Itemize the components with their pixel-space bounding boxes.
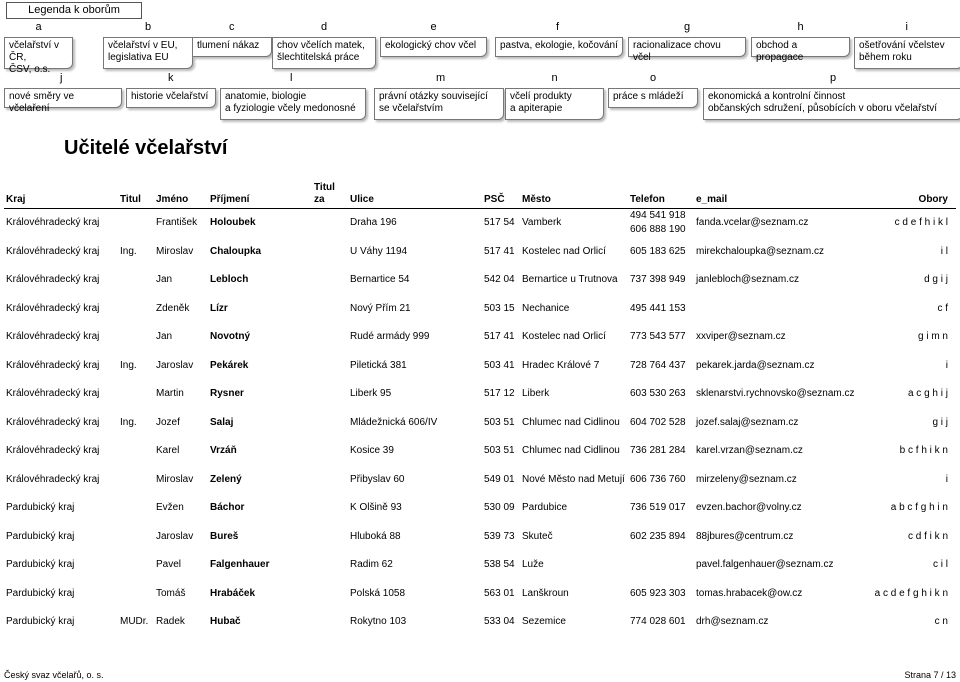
cell-titul-za <box>312 551 348 580</box>
cell-titul <box>118 295 154 324</box>
cell-jmeno: František <box>156 217 198 229</box>
legend-text: legislativa EU <box>108 52 169 63</box>
table-row <box>4 608 956 637</box>
legend-letter: k <box>168 72 174 84</box>
legend-text: pastva, ekologie, kočování <box>500 40 618 51</box>
col-telefon: Telefon <box>628 172 694 209</box>
cell-telefon: 728 764 437 <box>630 359 686 371</box>
legend-text: anatomie, biologie <box>225 91 307 102</box>
table-row <box>4 494 956 523</box>
cell-titul-za <box>312 466 348 495</box>
cell-mesto: Kostelec nad Orlicí <box>522 331 606 343</box>
legend-text: šlechtitelská práce <box>277 52 360 63</box>
legend-letter: a <box>35 21 42 33</box>
cell-obory: c d e f h i k l <box>894 217 948 229</box>
cell-email: pavel.falgenhauer@seznam.cz <box>696 559 834 571</box>
cell-mesto: Skuteč <box>522 530 553 542</box>
cell-kraj: Královéhradecký kraj <box>6 217 100 229</box>
cell-prijmeni: Bureš <box>210 530 239 542</box>
legend-text: včelí produkty <box>510 91 572 102</box>
cell-titul <box>118 380 154 409</box>
cell-ulice: Nový Přím 21 <box>350 302 411 314</box>
legend-letter: h <box>797 21 804 33</box>
cell-telefon: 495 441 153 <box>630 302 686 314</box>
legend-text: chov včelích matek, <box>277 40 365 51</box>
legend-box <box>495 37 623 57</box>
cell-jmeno: Jan <box>156 274 173 286</box>
cell-telefon: 736 519 017 <box>630 502 686 514</box>
cell-prijmeni: Holoubek <box>210 217 256 229</box>
cell-email: mirekchaloupka@seznam.cz <box>696 245 824 257</box>
cell-psc: 533 04 <box>484 616 515 628</box>
cell-ulice: Draha 196 <box>350 217 397 229</box>
cell-jmeno: Jozef <box>156 416 180 428</box>
cell-jmeno: Jan <box>156 331 173 343</box>
cell-titul-za <box>312 523 348 552</box>
cell-titul-za <box>312 409 348 438</box>
cell-mesto: Lanškroun <box>522 587 569 599</box>
legend-text: historie včelařství <box>131 91 209 102</box>
legend-text: občanských sdružení, působících v oboru včelařství <box>708 103 938 114</box>
cell-psc: 563 01 <box>484 587 515 599</box>
cell-titul <box>118 494 154 523</box>
col-jmeno: Jméno <box>154 172 208 209</box>
cell-titul-za <box>312 295 348 324</box>
cell-titul-za <box>312 608 348 637</box>
legend-text: obchod a propagace <box>756 40 804 63</box>
cell-email <box>694 295 860 324</box>
table-row <box>4 551 956 580</box>
legend-box <box>374 88 504 120</box>
cell-psc: 503 51 <box>484 416 515 428</box>
cell-titul-za <box>312 494 348 523</box>
legend-box <box>103 37 193 69</box>
cell-email: pekarek.jarda@seznam.cz <box>696 359 815 371</box>
cell-email: sklenarstvi.rychnovsko@seznam.cz <box>696 388 855 400</box>
cell-mesto: Chlumec nad Cidlinou <box>522 416 620 428</box>
cell-kraj: Královéhradecký kraj <box>6 331 100 343</box>
legend-text: během roku <box>859 52 912 63</box>
legend-box <box>703 88 960 120</box>
table-row <box>4 323 956 352</box>
table-row <box>4 466 956 495</box>
cell-psc: 503 15 <box>484 302 515 314</box>
col-psc: PSČ <box>482 172 520 209</box>
cell-psc: 517 41 <box>484 245 515 257</box>
col-ulice: Ulice <box>348 172 482 209</box>
cell-telefon: 736 281 284 <box>630 445 686 457</box>
legend-text: se včelařstvím <box>379 103 443 114</box>
cell-email: jozef.salaj@seznam.cz <box>696 416 799 428</box>
cell-prijmeni: Novotný <box>210 331 250 343</box>
cell-titul-za <box>312 437 348 466</box>
cell-prijmeni: Chaloupka <box>210 245 262 257</box>
table-row <box>4 295 956 324</box>
legend-text: a apiterapie <box>510 103 563 114</box>
legend-letter: g <box>684 21 691 33</box>
legend-text: tlumení nákaz <box>197 40 260 51</box>
cell-prijmeni: Hrabáček <box>210 587 256 599</box>
cell-ulice: Kosice 39 <box>350 445 394 457</box>
legend-text: ČSV, o.s. <box>9 64 51 75</box>
cell-mesto: Nechanice <box>522 302 570 314</box>
cell-prijmeni: Lízr <box>210 302 228 314</box>
legend-box <box>272 37 376 69</box>
footer-page-number: Strana 7 / 13 <box>904 670 956 680</box>
cell-mesto: Pardubice <box>522 502 568 514</box>
cell-jmeno: Tomáš <box>156 587 186 599</box>
cell-prijmeni: Salaj <box>210 416 234 428</box>
cell-telefon <box>628 551 694 580</box>
cell-titul-za <box>312 380 348 409</box>
legend-letter: d <box>321 21 328 33</box>
cell-email: janlebloch@seznam.cz <box>696 274 799 286</box>
cell-prijmeni: Lebloch <box>210 274 249 286</box>
legend-box <box>628 37 746 63</box>
cell-kraj: Královéhradecký kraj <box>6 274 100 286</box>
cell-psc: 539 73 <box>484 530 515 542</box>
legend-box <box>854 37 960 69</box>
legend-letter: e <box>430 21 437 33</box>
cell-ulice: Přibyslav 60 <box>350 473 405 485</box>
cell-psc: 549 01 <box>484 473 515 485</box>
cell-prijmeni: Báchor <box>210 502 245 514</box>
cell-psc: 517 41 <box>484 331 515 343</box>
cell-kraj: Královéhradecký kraj <box>6 359 100 371</box>
cell-titul: Ing. <box>120 416 137 428</box>
col-obory: Obory <box>860 172 956 209</box>
legend-text: nové směry ve včelaření <box>9 91 75 114</box>
cell-telefon: 606 736 760 <box>630 473 686 485</box>
cell-telefon: 774 028 601 <box>630 616 686 628</box>
cell-obory: i <box>945 473 948 485</box>
cell-jmeno: Jaroslav <box>156 359 194 371</box>
cell-titul <box>118 551 154 580</box>
cell-titul-za <box>312 323 348 352</box>
cell-titul <box>118 266 154 295</box>
cell-kraj: Královéhradecký kraj <box>6 416 100 428</box>
col-kraj: Kraj <box>4 172 118 209</box>
table-header <box>4 172 956 209</box>
legend-box <box>751 37 850 63</box>
cell-psc: 538 54 <box>484 559 515 571</box>
cell-titul <box>118 323 154 352</box>
cell-email: mirzeleny@seznam.cz <box>696 473 797 485</box>
col-mesto: Město <box>520 172 628 209</box>
col-titul-za: Titul za <box>312 172 348 209</box>
legend-box <box>220 88 366 120</box>
footer-organization: Český svaz včelařů, o. s. <box>4 670 104 680</box>
cell-obory: c f <box>937 302 948 314</box>
table-row <box>4 209 956 238</box>
cell-titul <box>118 209 154 238</box>
cell-titul-za <box>312 266 348 295</box>
legend-text: a fyziologie včely medonosné <box>225 103 356 114</box>
legend-title: Legenda k oborům <box>6 2 142 19</box>
cell-prijmeni: Zelený <box>210 473 242 485</box>
cell-email: 88jbures@centrum.cz <box>696 530 794 542</box>
legend-letter: f <box>556 21 560 33</box>
legend-letter: i <box>905 21 908 33</box>
cell-email: evzen.bachor@volny.cz <box>696 502 802 514</box>
legend-text: racionalizace chovu včel <box>633 40 721 63</box>
cell-kraj: Pardubický kraj <box>6 530 75 542</box>
cell-ulice: K Olšině 93 <box>350 502 402 514</box>
cell-prijmeni: Falgenhauer <box>210 559 270 571</box>
cell-kraj: Pardubický kraj <box>6 502 75 514</box>
cell-email: karel.vrzan@seznam.cz <box>696 445 803 457</box>
cell-prijmeni: Rysner <box>210 388 244 400</box>
page-title: Učitelé včelařství <box>64 137 228 159</box>
cell-obory: i <box>945 359 948 371</box>
cell-psc: 517 54 <box>484 217 515 229</box>
cell-kraj: Pardubický kraj <box>6 587 75 599</box>
table-row <box>4 580 956 609</box>
legend-text: včelařství v ČR, <box>9 40 60 63</box>
cell-titul-za <box>312 580 348 609</box>
cell-obory: a c g h i j <box>907 388 948 400</box>
legend-box <box>505 88 604 120</box>
cell-mesto: Chlumec nad Cidlinou <box>522 445 620 457</box>
cell-titul <box>118 466 154 495</box>
cell-kraj: Královéhradecký kraj <box>6 302 100 314</box>
cell-mesto: Nové Město nad Metují <box>522 473 625 485</box>
cell-obory: c n <box>934 616 948 628</box>
cell-obory: i l <box>940 245 948 257</box>
legend-letter: j <box>60 72 63 84</box>
cell-jmeno: Radek <box>156 616 185 628</box>
cell-jmeno: Zdeněk <box>156 302 190 314</box>
cell-ulice: Polská 1058 <box>350 587 406 599</box>
cell-mesto: Vamberk <box>522 217 562 229</box>
cell-email: xxviper@seznam.cz <box>696 331 786 343</box>
cell-obory: c i l <box>933 559 948 571</box>
cell-mesto: Sezemice <box>522 616 566 628</box>
cell-ulice: Bernartice 54 <box>350 274 410 286</box>
legend-text: ekologický chov včel <box>385 40 477 51</box>
legend-letter: l <box>290 72 293 84</box>
cell-titul: Ing. <box>120 245 137 257</box>
legend-letter: m <box>436 72 446 84</box>
cell-prijmeni: Hubač <box>210 616 241 628</box>
cell-titul <box>118 437 154 466</box>
cell-kraj: Pardubický kraj <box>6 559 75 571</box>
cell-titul <box>118 580 154 609</box>
legend-text: práce s mládeží <box>613 91 684 102</box>
table-row <box>4 380 956 409</box>
legend-text: včelařství v EU, <box>108 40 178 51</box>
table-row <box>4 352 956 381</box>
cell-mesto: Hradec Králové 7 <box>522 359 600 371</box>
cell-jmeno: Evžen <box>156 502 184 514</box>
cell-obory: a c d e f g h i k n <box>874 587 948 599</box>
cell-ulice: U Váhy 1194 <box>350 245 408 257</box>
cell-ulice: Mládežnická 606/IV <box>350 416 438 428</box>
cell-psc: 530 09 <box>484 502 515 514</box>
cell-titul-za <box>312 238 348 267</box>
cell-obory: d g i j <box>924 274 948 286</box>
legend-box <box>380 37 487 57</box>
col-email: e_mail <box>694 172 860 209</box>
cell-kraj: Královéhradecký kraj <box>6 388 100 400</box>
teachers-table <box>4 172 956 637</box>
cell-ulice: Radim 62 <box>350 559 393 571</box>
legend-box <box>608 88 698 108</box>
cell-mesto: Kostelec nad Orlicí <box>522 245 606 257</box>
cell-obory: g i m n <box>917 331 948 343</box>
cell-jmeno: Miroslav <box>156 245 194 257</box>
cell-ulice: Piletická 381 <box>350 359 407 371</box>
cell-jmeno: Jaroslav <box>156 530 194 542</box>
cell-mesto: Liberk <box>522 388 550 400</box>
legend-letter: b <box>145 21 152 33</box>
cell-ulice: Hluboká 88 <box>350 530 401 542</box>
legend-letter: o <box>650 72 657 84</box>
table-row <box>4 523 956 552</box>
cell-kraj: Královéhradecký kraj <box>6 445 100 457</box>
cell-titul-za <box>312 209 348 238</box>
cell-obory: g i j <box>932 416 948 428</box>
cell-ulice: Rokytno 103 <box>350 616 407 628</box>
cell-kraj: Královéhradecký kraj <box>6 245 100 257</box>
legend-text: právní otázky související <box>379 91 488 102</box>
legend-letter: c <box>229 21 235 33</box>
cell-psc: 503 41 <box>484 359 515 371</box>
cell-obory: a b c f g h i n <box>890 502 948 514</box>
cell-titul: Ing. <box>120 359 137 371</box>
cell-telefon: 605 923 303 <box>630 587 686 599</box>
cell-mesto: Bernartice u Trutnova <box>522 274 618 286</box>
cell-kraj: Pardubický kraj <box>6 616 75 628</box>
cell-telefon: 603 530 263 <box>630 388 686 400</box>
cell-ulice: Liberk 95 <box>350 388 392 400</box>
cell-telefon: 602 235 894 <box>630 530 686 542</box>
cell-psc: 503 51 <box>484 445 515 457</box>
cell-telefon: 737 398 949 <box>630 274 686 286</box>
cell-obory: b c f h i k n <box>899 445 948 457</box>
legend-letter: p <box>830 72 837 84</box>
cell-jmeno: Miroslav <box>156 473 194 485</box>
cell-telefon: 494 541 918 606 888 190 <box>630 210 686 236</box>
legend-letter: n <box>551 72 558 84</box>
cell-jmeno: Karel <box>156 445 180 457</box>
cell-telefon: 773 543 577 <box>630 331 686 343</box>
cell-email: fanda.vcelar@seznam.cz <box>696 217 809 229</box>
cell-titul: MUDr. <box>120 616 149 628</box>
cell-titul-za <box>312 352 348 381</box>
cell-jmeno: Martin <box>156 388 184 400</box>
col-prijmeni: Příjmení <box>208 172 312 209</box>
cell-telefon: 605 183 625 <box>630 245 686 257</box>
table-row <box>4 266 956 295</box>
cell-email: drh@seznam.cz <box>696 616 769 628</box>
cell-prijmeni: Pekárek <box>210 359 249 371</box>
legend-box <box>192 37 272 57</box>
cell-obory: c d f i k n <box>907 530 948 542</box>
cell-titul <box>118 523 154 552</box>
cell-prijmeni: Vrzáň <box>210 445 237 457</box>
cell-psc: 542 04 <box>484 274 515 286</box>
cell-psc: 517 12 <box>484 388 515 400</box>
legend-box <box>4 37 73 75</box>
cell-email: tomas.hrabacek@ow.cz <box>696 587 803 599</box>
cell-jmeno: Pavel <box>156 559 182 571</box>
table-row <box>4 437 956 466</box>
cell-telefon: 604 702 528 <box>630 416 686 428</box>
legend-box <box>126 88 216 108</box>
cell-mesto: Luže <box>522 559 544 571</box>
legend-text: ekonomická a kontrolní činnost <box>708 91 846 102</box>
table-row <box>4 409 956 438</box>
cell-kraj: Královéhradecký kraj <box>6 473 100 485</box>
cell-ulice: Rudé armády 999 <box>350 331 430 343</box>
legend-box <box>4 88 122 114</box>
legend-text: ošetřování včelstev <box>859 40 945 51</box>
table-row <box>4 238 956 267</box>
col-titul: Titul <box>118 172 154 209</box>
